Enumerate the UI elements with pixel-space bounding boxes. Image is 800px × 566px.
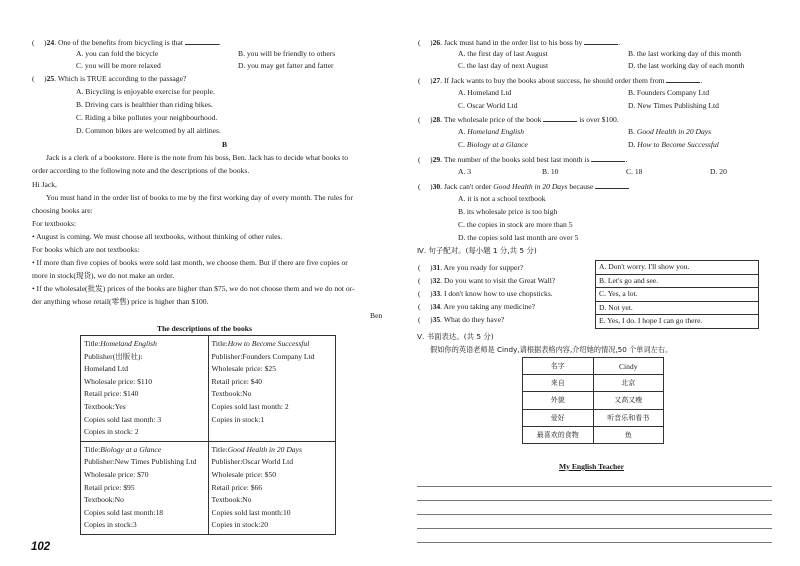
match-question: ( )35. What do they have? — [418, 315, 505, 324]
option-b: B. the last working day of this month — [628, 49, 742, 58]
option-a: A. 3 — [458, 167, 472, 176]
answer-bracket[interactable]: ( ) — [418, 38, 433, 47]
option-c: C. Oscar World Ltd — [458, 101, 518, 110]
passage-line: choosing books are: — [32, 206, 93, 215]
info-label: 来自 — [523, 375, 594, 392]
match-answers-table — [595, 260, 759, 329]
passage-line: more in stock(现货), we do not make an order. — [32, 271, 175, 280]
book-title: Good Health in 20 Days — [227, 444, 302, 454]
option-a: A. it is not a school textbook — [458, 194, 546, 203]
signature: Ben — [370, 311, 383, 320]
option-d: D. 20 — [710, 167, 727, 176]
option-c: C. 18 — [626, 167, 643, 176]
passage-line: • August is coming. We must choose all textbooks, without thinking of other rules. — [32, 232, 283, 241]
passage-line: der anything whose retail(零售) price is higher than $100. — [32, 297, 209, 306]
writing-line[interactable] — [417, 542, 772, 543]
option-a: A. Homeland Ltd — [458, 88, 512, 97]
match-answer: B. Let's go and see. — [596, 274, 759, 288]
section-4-title: Ⅳ. 句子配对。(每小题 1 分,共 5 分) — [417, 246, 537, 255]
option-b: B. Founders Company Ltd — [628, 88, 709, 97]
writing-line[interactable] — [417, 528, 772, 529]
answer-blank[interactable] — [591, 154, 625, 162]
table-title: The descriptions of the books — [157, 324, 252, 333]
option-b: B. Good Health in 20 Days — [628, 127, 712, 136]
option-d: D. Common bikes are welcomed by all airlines. — [76, 126, 221, 135]
option-d: D. the copies sold last month are over 5 — [458, 233, 579, 242]
answer-blank[interactable] — [185, 37, 219, 45]
match-answer: E. Yes, I do. I hope I can go there. — [596, 315, 759, 329]
answer-blank[interactable] — [543, 114, 577, 122]
info-value: 又高又瘦 — [593, 392, 664, 409]
option-b: B. its wholesale price is too high — [458, 207, 558, 216]
book-title: Homeland English — [100, 339, 157, 348]
option-a: A. the first day of last August — [458, 49, 548, 58]
passage-line: order according to the following note and the descriptions of the books. — [32, 166, 250, 175]
writing-line[interactable] — [417, 500, 772, 501]
option-c: C. the copies in stock are more than 5 — [458, 220, 573, 229]
book-cell: Title:Good Health in 20 Days Publisher:Oscar World Ltd Wholesale price: $50 Retail price: $66 Textbook:No Copies sold last month:10 Copies in stock:20 — [208, 441, 336, 534]
answer-bracket[interactable]: ( ) — [418, 115, 433, 124]
option-d: D. How to Become Successful — [628, 140, 719, 149]
writing-line[interactable] — [417, 486, 772, 487]
info-label: 爱好 — [523, 409, 594, 426]
info-value: 鱼 — [593, 426, 664, 443]
answer-bracket[interactable]: ( ) — [418, 76, 433, 85]
info-label: 外貌 — [523, 392, 594, 409]
answer-blank[interactable] — [595, 181, 629, 189]
answer-bracket[interactable]: ( ) — [418, 155, 433, 164]
book-cell: Title:Homeland English Publisher(出版社): Homeland Ltd Wholesale price: $110 Retail price: $140 Textbook:Yes Copies sold last month: 3 Copies in stock: 2 — [81, 336, 209, 442]
match-answer: D. Not yet. — [596, 301, 759, 315]
writing-line[interactable] — [417, 514, 772, 515]
option-c: C. the last day of next August — [458, 61, 549, 70]
info-label: 最喜欢的食物 — [523, 426, 594, 443]
section-5-title: Ⅴ. 书面表达。(共 5 分) — [417, 332, 494, 341]
book-cell: Title:How to Become Successful Publisher:Founders Company Ltd Wholesale price: $25 Retail price: $40 Textbook:No Copies sold last month: 2 Copies in stock:1 — [208, 336, 336, 442]
match-question: ( )34. Are you taking any medicine? — [418, 302, 536, 311]
question-28: ( )28. The wholesale price of the book is over $100. — [418, 115, 619, 124]
option-d: D. you may get fatter and fatter — [238, 61, 334, 70]
books-table — [80, 335, 336, 535]
option-d: D. New Times Publishing Ltd — [628, 101, 719, 110]
question-24: ( )24. One of the benefits from bicycling is that . — [32, 38, 221, 47]
answer-bracket[interactable]: ( ) — [418, 263, 433, 272]
passage-line: For books which are not textbooks: — [32, 245, 140, 254]
page-number: 102 — [31, 541, 51, 553]
answer-blank[interactable] — [584, 37, 618, 45]
option-c: C. Riding a bike pollutes your neighbourhood. — [76, 113, 218, 122]
passage-line: You must hand in the order list of books to me by the first working day of every month. The rules for — [46, 193, 354, 202]
section-b-heading: B — [222, 140, 228, 149]
option-d: D. the last working day of each month — [628, 61, 745, 70]
option-c: C. you will be more relaxed — [76, 61, 161, 70]
teacher-info-table — [522, 357, 664, 444]
answer-blank[interactable] — [666, 75, 700, 83]
info-value: Cindy — [593, 358, 664, 375]
option-a: A. you can fold the bicycle — [76, 49, 159, 58]
option-b: B. 10 — [542, 167, 559, 176]
answer-bracket[interactable]: ( ) — [418, 315, 433, 324]
question-27: ( )27. If Jack wants to buy the books about success, he should order them from . — [418, 76, 703, 85]
book-title: Biology at a Glance — [100, 444, 162, 454]
answer-bracket[interactable]: ( ) — [32, 38, 47, 47]
question-29: ( )29. The number of the books sold best last month is . — [418, 155, 628, 164]
match-answer: A. Don't worry. I'll show you. — [596, 261, 759, 275]
question-25: ( )25. Which is TRUE according to the passage? — [32, 74, 187, 83]
passage-line: Jack is a clerk of a bookstore. Here is the note from his boss, Ben. Jack has to decide what books to — [46, 153, 348, 162]
answer-bracket[interactable]: ( ) — [418, 289, 433, 298]
answer-bracket[interactable]: ( ) — [418, 302, 433, 311]
answer-bracket[interactable]: ( ) — [32, 74, 47, 83]
section-5-prompt: 假如你的英语老师是 Cindy,请根据表格内容,介绍她的情况,50 个单词左右。 — [430, 345, 673, 354]
info-label: 名字 — [523, 358, 594, 375]
match-question: ( )33. I don't know how to use chopsticks. — [418, 289, 553, 298]
book-title: How to Become Successful — [227, 339, 310, 348]
passage-line: Hi Jack, — [32, 180, 57, 189]
match-question: ( )32. Do you want to visit the Great Wall? — [418, 276, 556, 285]
info-value: 北京 — [593, 375, 664, 392]
question-number: 24 — [46, 38, 55, 47]
match-answer: C. Yes, a lot. — [596, 288, 759, 302]
option-b: B. you will be friendly to others — [238, 49, 336, 58]
passage-line: • If the wholesale(批发) prices of the books are higher than $75, we do not choose them and we do not or- — [32, 284, 355, 293]
match-question: ( )31. Are you ready for supper? — [418, 263, 524, 272]
info-value: 听音乐和看书 — [593, 409, 664, 426]
passage-line: • If more than five copies of books were sold last month, we choose them. But if there are five copies or — [32, 258, 348, 267]
answer-bracket[interactable]: ( ) — [418, 276, 433, 285]
question-26: ( )26. Jack must hand in the order list to his boss by . — [418, 38, 621, 47]
book-cell: Title:Biology at a Glance Publisher:New Times Publishing Ltd Wholesale price: $70 Retail price: $95 Textbook:No Copies sold last month:18 Copies in stock:3 — [81, 441, 209, 534]
option-c: C. Biology at a Glance — [458, 140, 528, 149]
option-b: B. Driving cars is healthier than riding bikes. — [76, 100, 213, 109]
writing-title: My English Teacher — [559, 462, 624, 471]
option-a: A. Bicycling is enjoyable exercise for people. — [76, 87, 215, 96]
option-a: A. Homeland English — [458, 127, 525, 136]
answer-bracket[interactable]: ( ) — [418, 182, 433, 191]
question-30: ( )30. Jack can't order Good Health in 20 Days because — [418, 181, 629, 192]
passage-line: For textbooks: — [32, 219, 77, 228]
